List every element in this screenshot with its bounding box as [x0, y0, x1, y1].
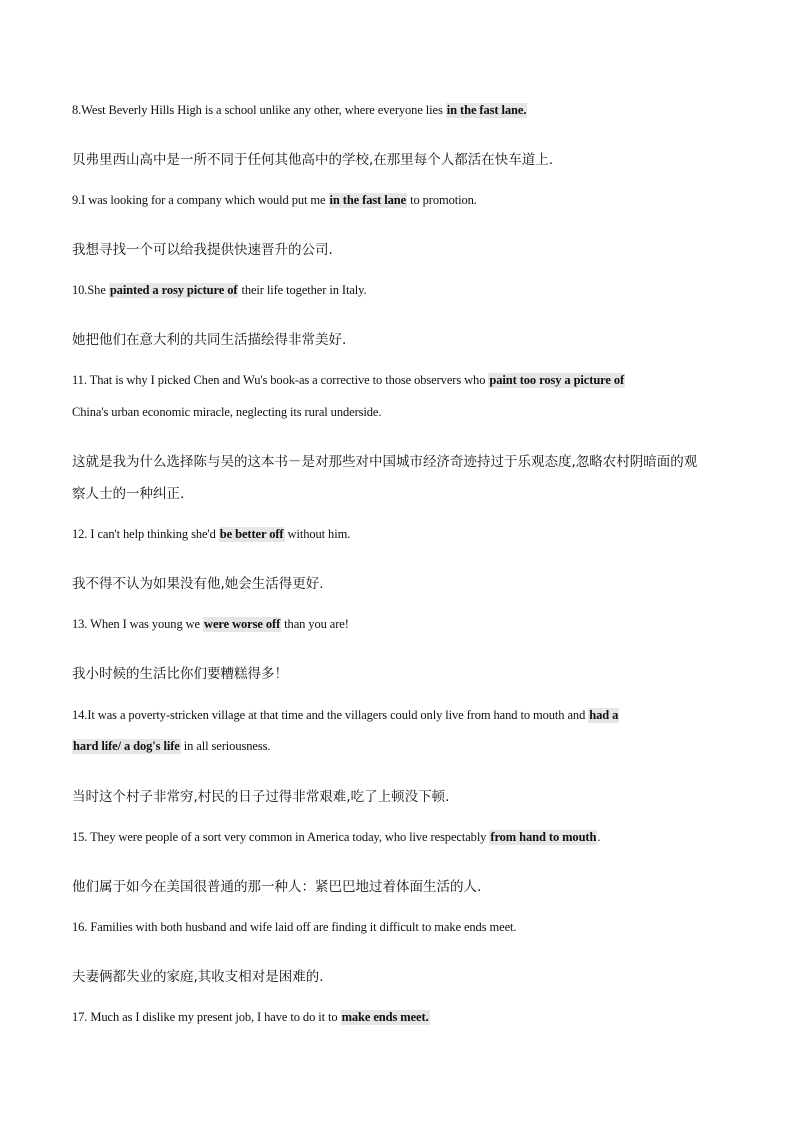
- sentence-8-en: 8.West Beverly Hills High is a school unlike any other, where everyone lies in the fast lane.: [72, 103, 527, 117]
- sentence-16-zh: 夫妻俩都失业的家庭,其收支相对是困难的.: [72, 969, 324, 985]
- phrase-highlight: in the fast lane.: [446, 103, 527, 117]
- sentence-14-en-line2: hard life/ a dog's life in all seriousness.: [73, 739, 271, 753]
- sentence-11-zh: 这就是我为什么选择陈与吴的这本书－是对那些对中国城市经济奇迹持过于乐观态度,忽略农村阴暗面的观: [72, 454, 698, 470]
- sentence-16-en: 16. Families with both husband and wife laid off are finding it difficult to make ends meet.: [72, 920, 517, 934]
- phrase-highlight: painted a rosy picture of: [109, 283, 238, 297]
- sentence-15-zh: 他们属于如今在美国很普通的那一种人：紧巴巴地过着体面生活的人.: [72, 879, 482, 895]
- sentence-8-zh: 贝弗里西山高中是一所不同于任何其他高中的学校,在那里每个人都活在快车道上.: [72, 152, 554, 168]
- phrase-highlight: in the fast lane: [329, 193, 407, 207]
- sentence-14-zh: 当时这个村子非常穷,村民的日子过得非常艰难,吃了上顿没下顿.: [72, 789, 450, 805]
- sentence-17-en: 17. Much as I dislike my present job, I have to do it to make ends meet.: [72, 1010, 429, 1024]
- sentence-10-en: 10.She painted a rosy picture of their life together in Italy.: [72, 283, 367, 297]
- phrase-highlight: paint too rosy a picture of: [489, 373, 625, 387]
- sentence-10-zh: 她把他们在意大利的共同生活描绘得非常美好.: [72, 332, 347, 348]
- phrase-highlight: hard life/ a dog's life: [73, 739, 180, 753]
- phrase-highlight: be better off: [219, 527, 284, 541]
- sentence-13-zh: 我小时候的生活比你们要糟糕得多！: [72, 666, 288, 682]
- phrase-highlight: make ends meet.: [341, 1010, 429, 1024]
- sentence-11-en: 11. That is why I picked Chen and Wu's book-as a corrective to those observers who paint too rosy a picture of: [72, 373, 625, 387]
- phrase-highlight: were worse off: [204, 617, 281, 631]
- sentence-12-en: 12. I can't help thinking she'd be better off without him.: [72, 527, 351, 541]
- sentence-9-zh: 我想寻找一个可以给我提供快速晋升的公司.: [72, 242, 333, 258]
- sentence-12-zh: 我不得不认为如果没有他,她会生活得更好.: [72, 576, 324, 592]
- sentence-11-zh-line2: 察人士的一种纠正.: [72, 486, 185, 502]
- sentence-13-en: 13. When I was young we were worse off than you are!: [72, 617, 349, 631]
- sentence-9-en: 9.I was looking for a company which would put me in the fast lane to promotion.: [72, 193, 477, 207]
- sentence-15-en: 15. They were people of a sort very common in America today, who live respectably from hand to mouth.: [72, 830, 601, 844]
- sentence-14-en: 14.It was a poverty-stricken village at that time and the villagers could only live from hand to mouth and had a: [72, 708, 619, 722]
- sentence-11-en-line2: China's urban economic miracle, neglecting its rural underside.: [72, 405, 382, 419]
- phrase-highlight: from hand to mouth: [490, 830, 597, 844]
- phrase-highlight: had a: [589, 708, 619, 722]
